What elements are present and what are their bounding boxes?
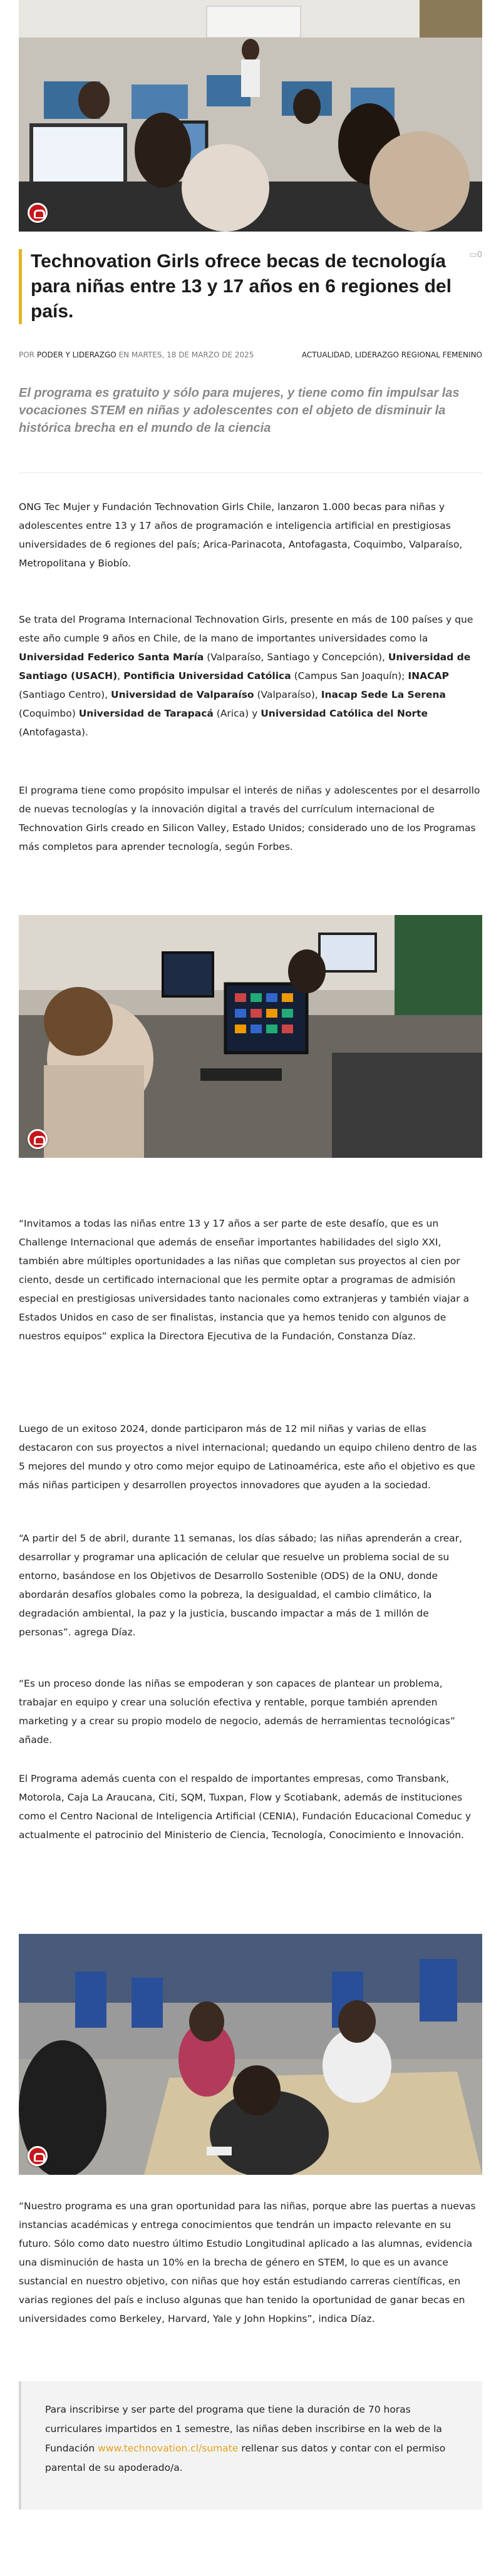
meta-by: POR [19,350,35,359]
paragraph-2 [19,610,482,742]
article-meta [19,350,482,359]
p2-text: (Valparaíso, Santiago y Concepción), [204,652,388,663]
p2-text: (Valparaíso), [254,689,321,700]
p2-text: , [117,670,124,682]
students-workshop-illustration [19,1934,482,2175]
students-workshop-photo [19,1934,482,2175]
comments-counter[interactable] [469,250,482,260]
p2-bold: Universidad Federico Santa María [19,652,204,663]
author-link[interactable]: PODER Y LIDERAZGO [36,350,116,359]
p2-bold: Universidad de Valparaíso [111,689,254,700]
registration-link[interactable]: www.technovation.cl/sumate [98,2443,239,2454]
paragraph-6: “A partir del 5 de abril, durante 11 semanas, los días sábado; las niñas aprenderán a crear, desarrollar y programar una aplicación de celular que resuelve un problema social de su entorno, basándose en los Objetivos de Desarrollo Sostenible (ODS) de la ONU, donde abordarán desafíos globales como la pobreza, la desigualdad, el cambio climático, la degradación ambiental, la paz y la justicia, buscando impactar a más de 1 millón de personas”. agrega Díaz. [19,1533,462,1638]
p2-bold: Universidad de Tarapacá [78,708,214,719]
technovation-logo-icon [28,1129,48,1149]
registration-callout [19,2381,482,2510]
students-computers-photo [19,915,482,1158]
p2-bold: Inacap Sede La Serena [321,689,446,700]
paragraph-3: El programa tiene como propósito impulsar el interés de niñas y adolescentes por el desarrollo de nuevas tecnologías y la innovación digital a través del currículum internacional de Technovation Girls creado en Silicon Valley, Estado Unidos; considerado uno de los Programas más completos para aprender tecnología, según Forbes. [19,785,480,852]
p2-bold: Pontificia Universidad Católica [123,670,291,682]
classroom-photo [19,0,482,232]
p2-text: (Arica) y [213,708,261,719]
p2-bold: Universidad Católica del Norte [261,708,428,719]
technovation-logo-icon [28,203,48,223]
article-lead: El programa es gratuito y sólo para mujeres, y tiene como fin impulsar las vocaciones STEM en niñas y adolescentes con el objeto de disminuir la histórica brecha en el mundo de la ciencia [19,386,460,435]
callout-text: rellenar sus datos y contar con el permiso parental de su apoderado/a. [45,2443,446,2473]
p2-text: Se trata del Programa Internacional Technovation Girls, presente en más de 100 países y que este año cumple 9 años en Chile, de la mano de importantes universidades como la [19,614,473,644]
paragraph-7: “Es un proceso donde las niñas se empoderan y son capaces de plantear un problema, trabajar en equipo y crear una solución efectiva y rentable, porque también aprenden marketing y a crear su propio modelo de negocio, además de herramientas tecnológicas” añade. [19,1678,455,1745]
p2-text: (Coquimbo) [19,708,79,719]
paragraph-5: Luego de un exitoso 2024, donde participaron más de 12 mil niñas y varias de ellas destacaron con sus proyectos a nivel internacional; quedando un equipo chileno dentro de las 5 mejores del mundo y otro como mejor equipo de Latinoamérica, este año el objetivo es que más niñas participen y desarrollen proyectos innovadores que ayuden a la sociedad. [19,1423,477,1491]
p2-text: (Campus San Joaquín); [291,670,408,682]
comments-count: 0 [477,250,482,260]
p2-bold: INACAP [408,670,449,682]
comment-icon: ▭ [469,250,477,260]
paragraph-1: ONG Tec Mujer y Fundación Technovation Girls Chile, lanzaron 1.000 becas para niñas y adolescentes entre 13 y 17 años de programación e inteligencia artificial en prestigiosas universidades de 6 regiones del país; Arica-Parinacota, Antofagasta, Coquimbo, Valparaíso, Metropolitana y Biobío. [19,501,463,569]
paragraph-9: “Nuestro programa es una gran oportunidad para las niñas, porque abre las puertas a nuevas instancias académicas y entrega conocimientos que tendrán un impacto relevante en su futuro. Sólo como dato nuestro último Estudio Longitudinal aplicado a las alumnas, evidencia una disminución de hasta un 10% en la brecha de género en STEM, lo que es un avance sustancial en nuestro objetivo, con niñas que hoy están estudiando carreras científicas, en varias regiones del país e incluso algunas que han tenido la oportunidad de ganar becas en universidades como Berkeley, Harvard, Yale y John Hopkins”, indica Díaz. [19,2200,476,2324]
classroom-photo-illustration [19,0,482,232]
article-title: Technovation Girls ofrece becas de tecnología para niñas entre 13 y 17 años en 6 regiones del país. [31,251,452,322]
meta-date: EN MARTES, 18 DE MARZO DE 2025 [118,350,254,359]
paragraph-8: El Programa además cuenta con el respaldo de importantes empresas, como Transbank, Motorola, Caja La Araucana, Citi, SQM, Tuxpan, Flow y Scotiabank, además de instituciones como el Centro Nacional de Inteligencia Artificial (CENIA), Fundación Educacional Comeduc y actualmente el patrocinio del Ministerio de Ciencia, Tecnología, Conocimiento e Innovación. [19,1773,472,1841]
technovation-logo-icon [28,2146,48,2166]
p2-text: (Antofagasta). [19,727,88,738]
category-links[interactable]: ACTUALIDAD, LIDERAZGO REGIONAL FEMENINO [301,350,482,359]
p2-text: (Santiago Centro), [19,689,111,700]
p2-bold: Universidad de Santiago (USACH) [19,652,471,682]
students-computers-illustration [19,915,482,1158]
paragraph-4: “Invitamos a todas las niñas entre 13 y 17 años a ser parte de este desafío, que es un Challenge Internacional que además de enseñar importantes habilidades del siglo XXI, también abre múltiples oportunidades a las niñas que completan sus proyectos al cien por ciento, desde un certificado internacional que les permite optar a programas de admisión especial en prestigiosas universidades tanto nacionales como extranjeras y también viajar a Estados Unidos en caso de ser finalistas, instancia que ya hemos tenido con algunos de nuestros equipos” explica la Directora Ejecutiva de la Fundación, Constanza Díaz. [19,1218,469,1342]
article-header [19,249,482,324]
callout-text: Para inscribirse y ser parte del programa que tiene la duración de 70 horas curriculares impartidos en 1 semestre, las niñas deben inscribirse en la web de la Fundación [45,2404,442,2454]
